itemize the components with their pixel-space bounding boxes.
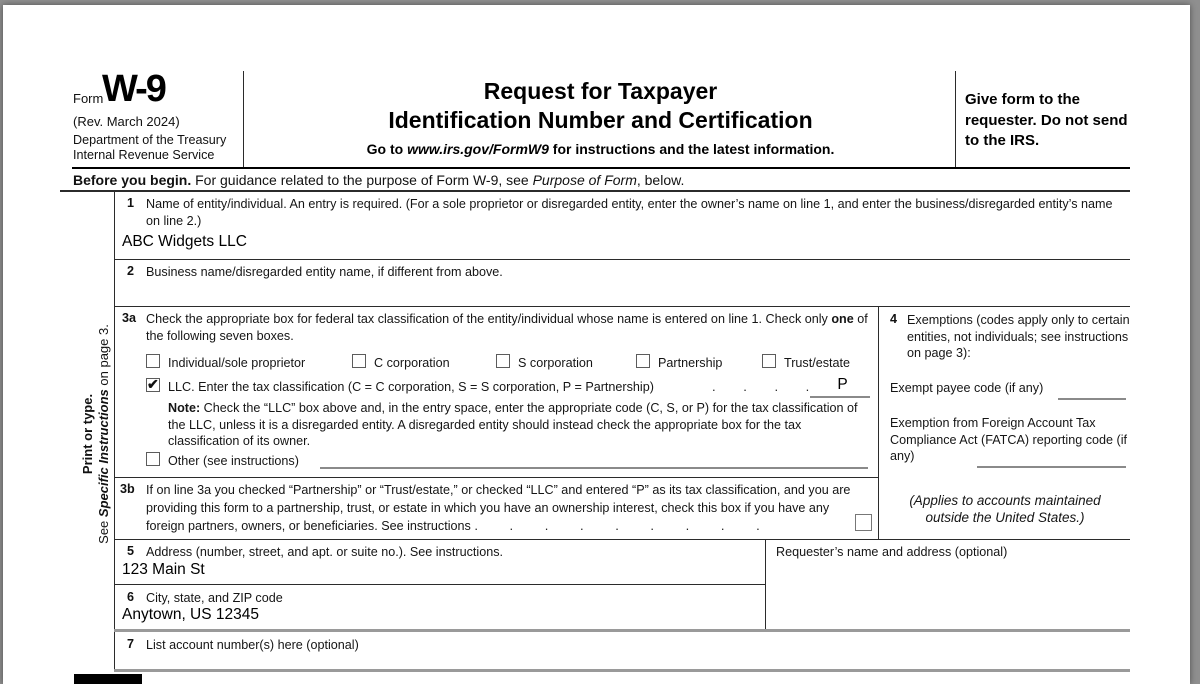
line3a-number: 3a	[122, 311, 137, 325]
line6-label: City, state, and ZIP code	[146, 591, 283, 605]
form-revision: (Rev. March 2024)	[73, 114, 180, 129]
checkbox-individual-label: Individual/sole proprietor	[168, 356, 306, 370]
exemptions-left-border	[878, 306, 879, 539]
goto-url[interactable]: www.irs.gov/FormW9	[407, 141, 549, 157]
checkbox-partnership-label: Partnership	[658, 356, 723, 370]
line7-account-field[interactable]	[122, 652, 762, 668]
requester-divider	[765, 539, 766, 629]
rail-line2-emphasis: Specific Instructions	[96, 389, 111, 518]
before-you-begin	[73, 172, 684, 188]
table-left-border	[114, 190, 115, 670]
line6-city-field[interactable]: Anytown, US 12345	[122, 606, 260, 623]
form-title-line1: Request for Taxpayer	[483, 78, 718, 104]
header-bottom-rule	[72, 167, 1130, 169]
before-tail: , below.	[636, 172, 685, 188]
line3b-label-text: If on line 3a you checked “Partnership” or “Trust/estate,” or checked “LLC” and entered “P” as its tax classification, and you are providing this form to a partnership, trust, or estate in which you have an ownership interest, check this box if you have any foreign partners, owners, or beneficiaries. See instructions	[146, 483, 851, 533]
goto-suffix: for instructions and the latest information.	[548, 141, 835, 157]
checkbox-trust-estate-label: Trust/estate	[784, 356, 851, 370]
row2-divider	[114, 306, 1130, 307]
checkbox-other[interactable]	[146, 452, 160, 466]
goto-line	[248, 141, 953, 157]
form-title	[248, 77, 953, 135]
checkbox-c-corporation[interactable]	[352, 354, 366, 368]
requester-field[interactable]	[776, 562, 1116, 622]
before-body: For guidance related to the purpose of Form W-9, see	[191, 172, 533, 188]
part1-header-bar	[74, 674, 142, 684]
before-lead: Before you begin.	[73, 172, 192, 188]
give-form-note: Give form to the requester. Do not send to the IRS.	[965, 91, 1128, 149]
checkbox-individual-sole-proprietor[interactable]	[146, 354, 160, 368]
line4-number: 4	[890, 312, 898, 326]
line3a-label-suffix: of the following seven boxes.	[146, 312, 868, 343]
line2-label: Business name/disregarded entity name, if different from above.	[146, 265, 503, 279]
rail-line2	[96, 289, 112, 579]
line4-label: Exemptions (codes apply only to certain entities, not individuals; see instructions on page 3):	[907, 313, 1130, 360]
line6-number: 6	[127, 590, 135, 604]
rail-line2-suffix: on page 3.	[96, 324, 111, 390]
checkbox-s-corporation[interactable]	[496, 354, 510, 368]
exempt-payee-label: Exempt payee code (if any)	[890, 381, 1044, 395]
llc-note-body: Check the “LLC” box above and, in the entry space, enter the appropriate code (C, S, or P) for the tax classification of the LLC, unless it is a disregarded entity. A disregarded entity should instead check the appropriate box for the tax classification of its owner.	[168, 401, 858, 448]
form-title-line2: Identification Number and Certification	[388, 107, 813, 133]
table-top-rule	[60, 190, 1130, 192]
requester-label: Requester’s name and address (optional)	[776, 545, 1008, 559]
checkbox-llc-label: LLC. Enter the tax classification (C = C corporation, S = S corporation, P = Partnership)	[168, 380, 654, 394]
checkbox-trust-estate[interactable]	[762, 354, 776, 368]
line7-label: List account number(s) here (optional)	[146, 638, 359, 652]
checkbox-llc[interactable]	[146, 378, 160, 392]
llc-dot-leader: . . . .	[712, 379, 811, 394]
checkbox-c-corporation-label: C corporation	[374, 356, 450, 370]
line2-number: 2	[127, 264, 135, 278]
checkbox-s-corporation-label: S corporation	[518, 356, 593, 370]
line3a-label-bold: one	[831, 312, 854, 326]
line3b-number: 3b	[120, 482, 135, 496]
checkbox-other-label: Other (see instructions)	[168, 454, 299, 468]
row1-divider	[114, 259, 1130, 260]
header-divider-left	[243, 71, 244, 167]
other-entry-underline[interactable]	[320, 467, 868, 469]
goto-prefix: Go to	[366, 141, 408, 157]
checkbox-partnership[interactable]	[636, 354, 650, 368]
checkbox-foreign-partners[interactable]	[855, 514, 872, 531]
header-divider-right	[955, 71, 956, 167]
llc-classification-field[interactable]: P	[837, 376, 848, 393]
table-bottom-rule	[114, 669, 1130, 672]
line1-name-field[interactable]: ABC Widgets LLC	[122, 233, 247, 250]
line2-business-name-field[interactable]	[122, 282, 762, 302]
rail-line1: Print or type.	[80, 393, 95, 475]
line7-number: 7	[127, 637, 135, 651]
row3b-divider	[114, 539, 1130, 540]
line3b-dot-leader: . . . . . . . . .	[474, 518, 761, 533]
before-reference: Purpose of Form	[532, 172, 637, 188]
form-number: W-9	[102, 68, 165, 110]
form-word: Form	[73, 91, 104, 106]
line3a-label-prefix: Check the appropriate box for federal tax classification of the entity/individual whose name is entered on line 1. Check only	[146, 312, 832, 326]
applies-note: (Applies to accounts maintained outside the United States.)	[909, 493, 1101, 525]
llc-note-lead: Note:	[168, 401, 201, 415]
line5-address-field[interactable]: 123 Main St	[122, 561, 205, 578]
line5-label: Address (number, street, and apt. or suite no.). See instructions.	[146, 545, 504, 559]
print-or-type-rail	[80, 289, 114, 579]
line1-number: 1	[127, 196, 135, 210]
line3b-label	[146, 482, 852, 536]
row5-divider	[114, 584, 765, 585]
form-agency: Internal Revenue Service	[73, 148, 215, 162]
rail-line2-prefix: See	[96, 517, 111, 544]
line1-label: Name of entity/individual. An entry is required. (For a sole proprietor or disregarded entity, enter the owner’s name on line 1, and enter the business/disregarded entity’s name on line 2.)	[146, 197, 1113, 228]
form-department: Department of the Treasury	[73, 133, 227, 147]
exempt-payee-field[interactable]	[1058, 398, 1126, 400]
line3a-label	[146, 311, 872, 344]
llc-classification-underline[interactable]	[810, 396, 870, 398]
llc-note	[168, 400, 870, 450]
checkmark-icon: ✔	[147, 376, 159, 392]
fatca-label: Exemption from Foreign Account Tax Compliance Act (FATCA) reporting code (if any)	[890, 416, 1128, 463]
row3a-divider	[114, 477, 878, 478]
row6-divider	[114, 629, 1130, 632]
fatca-code-field[interactable]	[977, 466, 1126, 468]
line5-number: 5	[127, 544, 135, 558]
